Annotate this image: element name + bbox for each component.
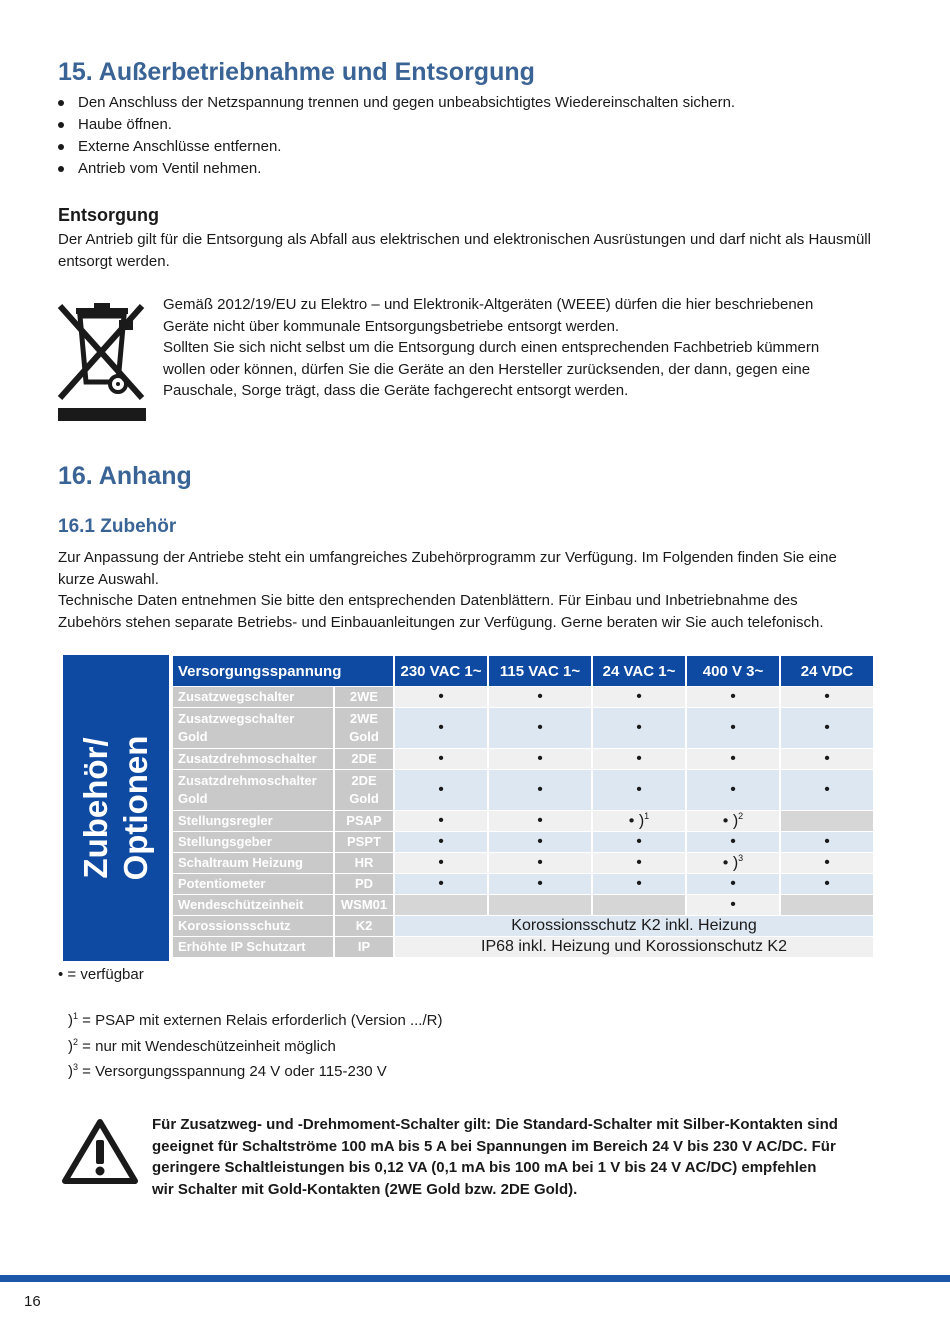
availability-cell: •: [781, 874, 873, 894]
availability-cell: •: [395, 687, 487, 707]
availability-cell: •: [687, 770, 779, 810]
intro-line: Zubehörs stehen separate Betriebs- und Einbauanleitungen zur Verfügung. Gerne beraten wir Sie auch telefonisch.: [58, 613, 824, 631]
availability-cell: •: [593, 832, 685, 852]
availability-cell: •: [395, 853, 487, 873]
availability-cell: •: [489, 708, 591, 748]
availability-cell: • )$^1$: [593, 811, 685, 831]
availability-cell: •: [593, 853, 685, 873]
table-row: [173, 937, 873, 957]
table-row: [173, 749, 873, 769]
table-row: [173, 687, 873, 707]
availability-cell: •: [395, 874, 487, 894]
footnote-3: )$^3$ = Versorgungsspannung 24 V oder 115-230 V: [68, 1062, 387, 1080]
warning-line: geeignet für Schaltströme 100 mA bis 5 A bei Spannungen im Bereich 24 V bis 230 V AC/DC. Für: [152, 1137, 836, 1155]
accessory-code: 2DE: [335, 749, 393, 769]
weee-line: Geräte nicht über kommunale Entsorgungsbetriebe entsorgt werden.: [163, 317, 620, 335]
table-row: [173, 811, 873, 831]
accessory-name: Stellungsregler: [173, 811, 333, 831]
table-row: [173, 916, 873, 936]
weee-line: wollen oder können, dürfen Sie die Geräte an den Hersteller zurücksenden, der dann, gegen eine: [163, 360, 811, 378]
table-row: [173, 853, 873, 873]
intro-line: kurze Auswahl.: [58, 570, 159, 588]
crossed-out-wheelie-bin-icon: [56, 300, 148, 422]
availability-cell: •: [395, 770, 487, 810]
footnote-2: )$^2$ = nur mit Wendeschützeinheit möglich: [68, 1036, 336, 1055]
accessories-table: [171, 655, 875, 958]
section-16-1-title: 16.1 Zubehör: [58, 516, 177, 537]
intro-line: Technische Daten entnehmen Sie bitte den entsprechenden Datenblättern. Für Einbau und Inbetriebnahme des: [58, 592, 798, 609]
list-item: Den Anschluss der Netzspannung trennen und gegen unbeabsichtigtes Wiedereinschalten sichern.: [56, 92, 735, 114]
accessory-code: PD: [335, 874, 393, 894]
availability-cell: •: [687, 832, 779, 852]
accessory-name: Stellungsgeber: [173, 832, 333, 852]
weee-line: Pauschale, Sorge trägt, dass die Geräte fachgerecht entsorgt werden.: [163, 382, 629, 399]
weee-line: Gemäß 2012/19/EU zu Elektro – und Elektronik-Altgeräten (WEEE) dürfen die hier beschriebenen: [163, 296, 814, 313]
list-item: Haube öffnen.: [56, 114, 735, 136]
accessory-name: Zusatzwegschalter: [173, 687, 333, 707]
accessory-name: Zusatzdrehmoschalter: [173, 749, 333, 769]
column-header: 400 V 3~: [687, 656, 779, 686]
accessory-code: 2WE: [335, 687, 393, 707]
availability-cell: •: [489, 832, 591, 852]
side-label-line: Optionen: [117, 735, 154, 881]
footnote-1: )$^1$ = PSAP mit externen Relais erforderlich (Version .../R): [68, 1011, 443, 1029]
availability-cell: • )$^3$: [687, 853, 779, 873]
availability-cell: •: [489, 874, 591, 894]
availability-note: Korossionsschutz K2 inkl. Heizung: [395, 916, 873, 936]
availability-cell: [781, 895, 873, 915]
availability-cell: •: [489, 811, 591, 831]
availability-cell: •: [781, 832, 873, 852]
accessory-name: Erhöhte IP Schutzart: [173, 937, 333, 957]
accessory-code: K2: [335, 916, 393, 936]
availability-cell: •: [593, 708, 685, 748]
table-row: [173, 708, 873, 748]
disposal-text: Der Antrieb gilt für die Entsorgung als Abfall aus elektrischen und elektronischen Ausrüstungen und darf nicht als Hausmüll entsorgt werden.: [58, 231, 871, 270]
availability-cell: •: [781, 770, 873, 810]
intro-line: Zur Anpassung der Antriebe steht ein umfangreiches Zubehörprogramm zur Verfügung. Im Folgenden finden Sie eine: [58, 549, 837, 566]
accessory-code: HR: [335, 853, 393, 873]
column-header: 24 VAC 1~: [593, 656, 685, 686]
warning-triangle-icon: [62, 1118, 138, 1184]
accessory-name: Potentiometer: [173, 874, 333, 894]
availability-cell: •: [687, 895, 779, 915]
accessory-code: 2DE Gold: [335, 770, 393, 810]
side-label-line: Zubehör/: [77, 737, 114, 879]
section-15-title: 15. Außerbetriebnahme und Entsorgung: [58, 58, 535, 86]
accessory-name: Korossionsschutz: [173, 916, 333, 936]
availability-cell: •: [489, 749, 591, 769]
weee-text: [163, 294, 903, 402]
accessory-name: Zusatzwegschalter Gold: [173, 708, 333, 748]
accessories-intro: [58, 547, 918, 633]
list-item: Antrieb vom Ventil nehmen.: [56, 158, 735, 180]
availability-cell: •: [781, 853, 873, 873]
accessory-code: PSAP: [335, 811, 393, 831]
page-number: 16: [24, 1293, 41, 1310]
availability-cell: •: [687, 749, 779, 769]
accessory-code: PSPT: [335, 832, 393, 852]
decommission-steps-list: [56, 92, 735, 180]
table-side-label: [63, 655, 169, 961]
table-row: [173, 874, 873, 894]
availability-cell: •: [395, 708, 487, 748]
column-header: Versorgungsspannung: [173, 656, 393, 686]
accessory-name: Zusatzdrehmoschalter Gold: [173, 770, 333, 810]
availability-cell: •: [395, 832, 487, 852]
availability-cell: [395, 895, 487, 915]
availability-cell: [781, 811, 873, 831]
table-row: [173, 895, 873, 915]
availability-cell: •: [687, 687, 779, 707]
availability-cell: • )$^2$: [687, 811, 779, 831]
warning-line: geringere Schaltleistungen bis 0,12 VA (0,1 mA bis 100 mA bei 1 V bis 24 V AC/DC) empfehlen: [152, 1159, 817, 1176]
accessory-code: WSM01: [335, 895, 393, 915]
availability-cell: •: [687, 708, 779, 748]
section-16-title: 16. Anhang: [58, 462, 192, 490]
accessory-code: IP: [335, 937, 393, 957]
availability-cell: •: [593, 874, 685, 894]
availability-note: IP68 inkl. Heizung und Korossionschutz K2: [395, 937, 873, 957]
availability-cell: •: [593, 770, 685, 810]
availability-cell: •: [489, 770, 591, 810]
list-item: Externe Anschlüsse entfernen.: [56, 136, 735, 158]
warning-line: Für Zusatzweg- und -Drehmoment-Schalter gilt: Die Standard-Schalter mit Silber-Kontakten sind: [152, 1116, 838, 1133]
table-header-row: [173, 656, 873, 686]
table-row: [173, 832, 873, 852]
availability-cell: [489, 895, 591, 915]
column-header: 24 VDC: [781, 656, 873, 686]
column-header: 115 VAC 1~: [489, 656, 591, 686]
availability-cell: •: [687, 874, 779, 894]
availability-cell: •: [489, 853, 591, 873]
footnotes: [68, 1006, 442, 1083]
availability-cell: [593, 895, 685, 915]
availability-cell: •: [781, 687, 873, 707]
availability-cell: •: [781, 749, 873, 769]
accessory-code: 2WE Gold: [335, 708, 393, 748]
footer-bar: [0, 1275, 950, 1282]
weee-line: Sollten Sie sich nicht selbst um die Entsorgung durch einen entsprechenden Fachbetrieb kümmern: [163, 339, 820, 356]
switch-warning-text: [152, 1114, 912, 1200]
availability-cell: •: [593, 687, 685, 707]
availability-cell: •: [395, 749, 487, 769]
availability-cell: •: [489, 687, 591, 707]
table-legend: • = verfügbar: [58, 966, 144, 983]
availability-cell: •: [593, 749, 685, 769]
warning-line: wir Schalter mit Gold-Kontakten (2WE Gold bzw. 2DE Gold).: [152, 1180, 578, 1198]
table-row: [173, 770, 873, 810]
accessory-name: Schaltraum Heizung: [173, 853, 333, 873]
availability-cell: •: [395, 811, 487, 831]
column-header: 230 VAC 1~: [395, 656, 487, 686]
accessory-name: Wendeschützeinheit: [173, 895, 333, 915]
disposal-heading: Entsorgung: [58, 205, 159, 225]
availability-cell: •: [781, 708, 873, 748]
